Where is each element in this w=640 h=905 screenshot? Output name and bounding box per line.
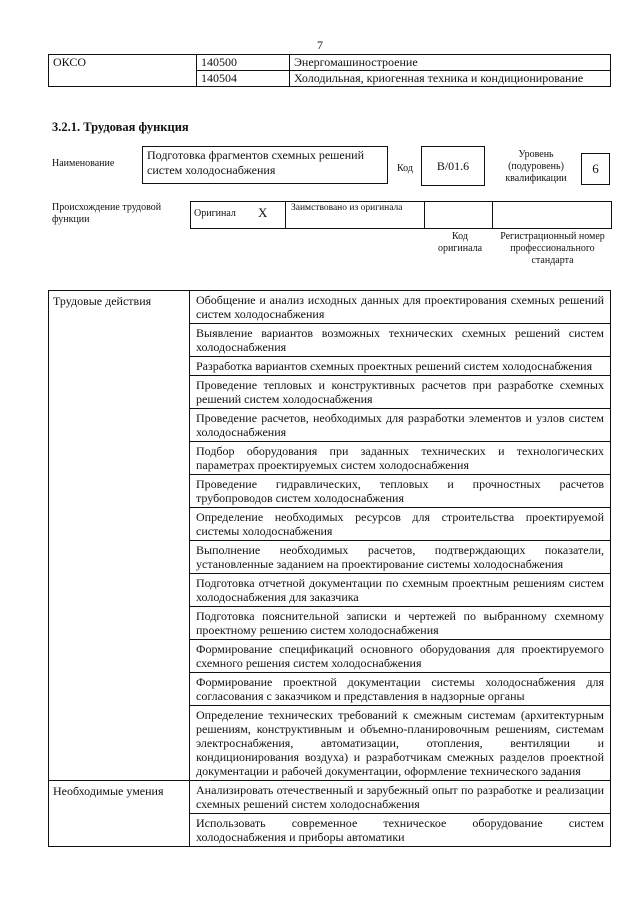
registration-caption: Регистрационный номер профессионального стандарта [500,231,605,266]
function-code-value: В/01.6 [436,159,470,173]
function-name-box [142,146,388,184]
labor-action-item: Подготовка отчетной документации по схемным проектным решениям систем холодоснабжения для заказчика [190,574,611,607]
skill-item: Использовать современное техническое оборудование систем холодоснабжения и приборы автоматики [190,814,611,847]
function-name-value: Подготовка фрагментов схемных решений систем холодоснабжения [147,148,365,177]
labor-action-item: Выполнение необходимых расчетов, подтверждающих показатели, установленные заданием на проектирование системы холодоснабжения [190,541,611,574]
name-label: Наименование [52,158,115,169]
section-heading: 3.2.1. Трудовая функция [52,120,189,134]
labor-action-item: Обобщение и анализ исходных данных для проектирования схемных решений систем холодоснабжения [190,291,611,324]
page-number: 7 [317,38,323,52]
level-box [581,153,610,185]
skills-label: Необходимые умения [49,781,190,847]
origin-label: Происхождение трудовой функции [52,202,162,225]
skill-item: Анализировать отечественный и зарубежный опыт по разработке и реализации схемных решений систем холодоснабжения [190,781,611,814]
labor-action-item: Определение необходимых ресурсов для строительства проектируемой системы холодоснабжения [190,508,611,541]
labor-action-item: Выявление вариантов возможных технических схемных решений систем холодоснабжения [190,324,611,357]
borrowed-label: Заимствовано из оригинала [291,203,403,213]
labor-action-item: Определение технических требований к смежным системам (архитектурным решениям, конструктивным и объемно-планировочным решениям, системам электроснабжения, автоматизации, отопления, вентиляции и кондиционирования воздуха) и разработчикам смежных разделов проектной документации и рабочей документации, оформление технического задания [190,706,611,781]
labor-action-item: Проведение тепловых и конструктивных расчетов при разработке схемных решений систем холодоснабжения [190,376,611,409]
okso-row [49,55,611,71]
level-value: 6 [592,161,599,176]
function-code-box [421,146,485,186]
labor-action-item: Проведение расчетов, необходимых для разработки элементов и узлов систем холодоснабжения [190,409,611,442]
okso-name: Холодильная, криогенная техника и кондиционирование [290,71,611,87]
okso-name: Энергомашиностроение [290,55,611,71]
level-label: Уровень (подуровень) квалификации [505,149,567,184]
divider [424,201,425,229]
labor-action-item: Подготовка пояснительной записки и чертежей по выбранному схемному проектному решению систем холодоснабжения [190,607,611,640]
table-row [49,781,611,814]
labor-table [48,290,611,847]
code-label: Код [397,163,413,174]
original-mark: X [258,205,268,220]
labor-action-item: Формирование проектной документации системы холодоснабжения для согласования с заказчиком и представления в надзорные органы [190,673,611,706]
labor-actions-label: Трудовые действия [49,291,190,781]
labor-action-item: Подбор оборудования при заданных технических и технологических параметрах проектируемых систем холодоснабжения [190,442,611,475]
code-original-caption: Код оригинала [437,231,483,254]
okso-code: 140504 [197,71,290,87]
table-row [49,291,611,324]
divider [285,201,286,229]
okso-label: ОКСО [49,55,197,87]
okso-table [48,54,611,87]
divider [492,201,493,229]
labor-action-item: Формирование спецификаций основного оборудования для проектируемого схемного решения систем холодоснабжения [190,640,611,673]
original-label: Оригинал [194,208,236,219]
labor-action-item: Проведение гидравлических, тепловых и прочностных расчетов трубопроводов систем холодоснабжения [190,475,611,508]
labor-action-item: Разработка вариантов схемных проектных решений систем холодоснабжения [190,357,611,376]
okso-code: 140500 [197,55,290,71]
